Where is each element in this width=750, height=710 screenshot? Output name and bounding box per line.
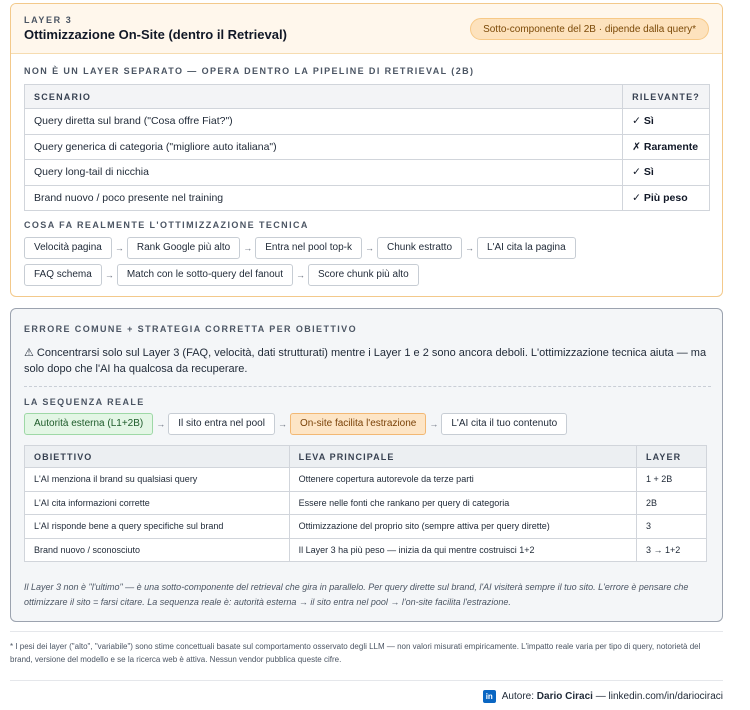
table-row (25, 538, 707, 562)
errore-card (10, 308, 723, 622)
arrow-right-icon: → (114, 243, 124, 253)
divider (10, 680, 723, 681)
table-row (25, 109, 710, 135)
flow-step: Match con le sotto-query del fanout (117, 264, 293, 286)
linkedin-link[interactable]: linkedin.com/in/dariociraci (608, 691, 723, 702)
scenario-cell: Query generica di categoria ("migliore auto italiana") (25, 134, 623, 160)
flow-step: Chunk estratto (377, 237, 462, 259)
footnote: * I pesi dei layer ("alto", "variabile") sono stime concettuali basate sul comportamento osservato degli LLM — non valori misurati empiricamente. L'impatto reale varia per tipo di query, notorietà del brand, versione del modello e se la ricerca web è attiva. Nessun vendor pubblica queste cifre. (10, 642, 701, 664)
section-label-pipeline: NON È UN LAYER SEPARATO — OPERA DENTRO LA PIPELINE DI RETRIEVAL (2B) (24, 66, 475, 76)
errore-heading: ERRORE COMUNE + STRATEGIA CORRETTA PER OBIETTIVO (24, 324, 357, 334)
layer-cell: 3 (637, 515, 707, 539)
divider (24, 386, 711, 387)
sequence-step-authority: Autorità esterna (L1+2B) (24, 413, 153, 435)
table-row (25, 185, 710, 211)
flow-step: Velocità pagina (24, 237, 112, 259)
layer3-card (10, 3, 723, 297)
linkedin-icon: in (483, 690, 496, 703)
arrow-right-icon: → (465, 243, 475, 253)
objective-cell: L'AI risponde bene a query specifiche sul brand (25, 515, 290, 539)
table-row (25, 515, 707, 539)
arrow-right-icon: → (429, 419, 439, 429)
arrow-right-icon: → (277, 419, 287, 429)
relevance-cell: ✓ Più peso (623, 185, 710, 211)
flow-step: L'AI cita la pagina (477, 237, 576, 259)
objective-cell: L'AI cita informazioni corrette (25, 491, 290, 515)
arrow-right-icon: → (104, 270, 114, 280)
layer3-title: Ottimizzazione On-Site (dentro il Retrieval) (24, 27, 287, 42)
author-name: Dario Ciraci (536, 691, 593, 702)
flow-step: FAQ schema (24, 264, 102, 286)
scenario-table (24, 84, 710, 211)
lever-cell: Ottimizzazione del proprio sito (sempre attiva per query dirette) (289, 515, 636, 539)
scenario-cell: Query long-tail di nicchia (25, 160, 623, 186)
layer3-header (11, 4, 722, 54)
table-row (25, 134, 710, 160)
technical-flow-primary (24, 237, 576, 259)
flow-step: Rank Google più alto (127, 237, 240, 259)
sequence-step-citation: L'AI cita il tuo contenuto (441, 413, 567, 435)
divider (10, 631, 723, 632)
author-prefix: Autore: (501, 691, 535, 702)
relevance-cell: ✓ Sì (623, 160, 710, 186)
author-separator: — (595, 691, 606, 702)
sequence-step-pool: Il sito entra nel pool (168, 413, 275, 435)
table-row (25, 491, 707, 515)
objective-cell: L'AI menziona il brand su qualsiasi query (25, 468, 290, 492)
column-header-scenario: SCENARIO (25, 85, 623, 109)
lever-cell: Essere nelle fonti che rankano per query di categoria (289, 491, 636, 515)
relevance-cell: ✗ Raramente (623, 134, 710, 160)
sequence-step-onsite: On-site facilita l'estrazione (290, 413, 426, 435)
warning-text: ⚠ Concentrarsi solo sul Layer 3 (FAQ, velocità, dati strutturati) mentre i Layer 1 e 2 sono ancora deboli. L'ottimizzazione tecnica aiuta — ma solo dopo che l'AI ha qualcosa da recuperare. (24, 347, 707, 375)
arrow-right-icon: → (156, 419, 166, 429)
real-sequence-flow (24, 413, 567, 435)
layer-cell: 1 + 2B (637, 468, 707, 492)
arrow-right-icon: → (243, 243, 253, 253)
layer-cell: 2B (637, 491, 707, 515)
column-header-layer: LAYER (637, 446, 707, 468)
table-row (25, 160, 710, 186)
layer-cell: 3 → 1+2 (637, 538, 707, 562)
sequence-label: LA SEQUENZA REALE (24, 397, 145, 407)
closing-note: Il Layer 3 non è "l'ultimo" — è una sotto-componente del retrieval che gira in parallelo. Per query dirette sul brand, l'AI visiterà sempre il tuo sito. L'errore è pensare che ottimizzare il sito = farsi citare. La sequenza reale è: autorità esterna → il sito entra nel pool → l'on-site facilita l'estrazione. (24, 582, 689, 607)
section-label-technical: COSA FA REALMENTE L'OTTIMIZZAZIONE TECNICA (24, 220, 309, 230)
table-header-row (25, 446, 707, 468)
column-header-lever: LEVA PRINCIPALE (289, 446, 636, 468)
arrow-right-icon: → (364, 243, 374, 253)
table-row (25, 468, 707, 492)
objective-cell: Brand nuovo / sconosciuto (25, 538, 290, 562)
lever-cell: Il Layer 3 ha più peso — inizia da qui mentre costruisci 1+2 (289, 538, 636, 562)
relevance-cell: ✓ Sì (623, 109, 710, 135)
column-header-relevant: RILEVANTE? (623, 85, 710, 109)
technical-flow-secondary (24, 264, 419, 286)
layer-tag: LAYER 3 (24, 15, 73, 25)
objective-table (24, 445, 707, 562)
table-header-row (25, 85, 710, 109)
arrow-right-icon: → (296, 270, 306, 280)
dependency-badge: Sotto-componente del 2B · dipende dalla query* (470, 18, 709, 40)
author-line (483, 690, 723, 703)
column-header-objective: OBIETTIVO (25, 446, 290, 468)
scenario-cell: Query diretta sul brand ("Cosa offre Fiat?") (25, 109, 623, 135)
flow-step: Entra nel pool top-k (255, 237, 362, 259)
flow-step: Score chunk più alto (308, 264, 419, 286)
lever-cell: Ottenere copertura autorevole da terze parti (289, 468, 636, 492)
scenario-cell: Brand nuovo / poco presente nel training (25, 185, 623, 211)
